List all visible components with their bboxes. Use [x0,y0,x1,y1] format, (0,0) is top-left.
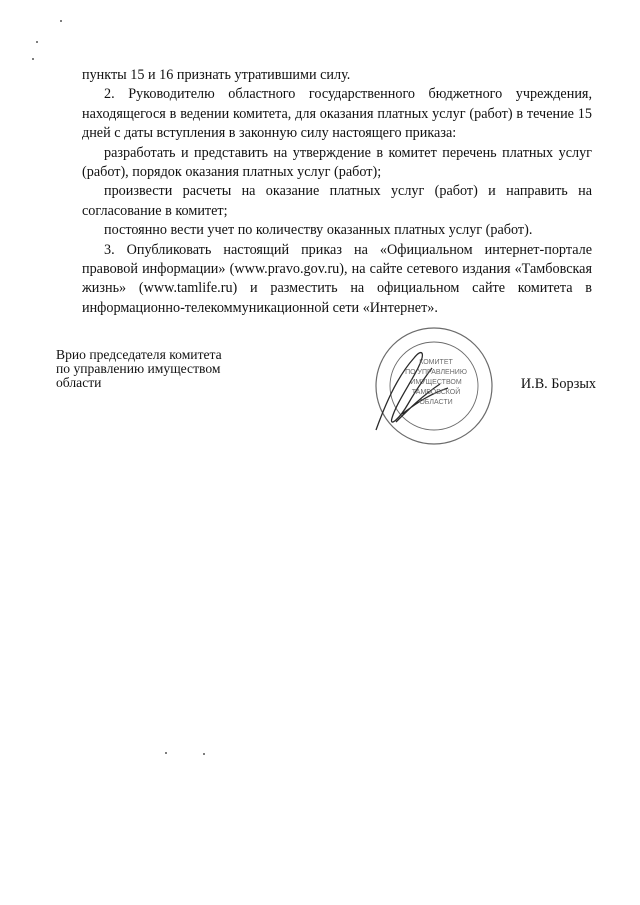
scan-speck [36,41,38,43]
signatory-name: И.В. Борзых [520,376,596,392]
official-seal [356,318,506,448]
paragraph-subitem-develop-list: разработать и представить на утверждение в комитет перечень платных услуг (работ), порядок оказания платных услуг (работ); [82,144,592,181]
scan-speck [60,20,62,22]
signature-block [56,348,596,458]
seal-outer-ring [376,328,492,444]
paragraph-subitem-accounting: постоянно вести учет по количеству оказанных платных услуг (работ). [104,222,533,239]
seal-center-text: ПО УПРАВЛЕНИЮ [405,369,467,376]
paragraph-continuation: пункты 15 и 16 признать утратившими силу. [82,67,351,83]
signatory-position-line: по управлению имуществом [56,361,221,376]
seal-center-text: ИМУЩЕСТВОМ [410,379,462,386]
signatory-position-line: области [56,375,102,390]
paragraph-item-2: 2. Руководителю областного государственного бюджетного учреждения, находящегося в ведении комитета, для оказания платных услуг (работ) в течение 15 дней с даты вступления в законную силу настоящего приказа: [82,86,592,142]
scan-speck [203,753,205,755]
seal-center-text: ТАМБОВСКОЙ [411,389,461,396]
scan-speck [165,752,167,754]
signatory-position-line: Врио председателя комитета [56,347,222,362]
seal-center-text: КОМИТЕТ [419,359,453,366]
scan-speck [32,58,34,60]
body-text [82,66,592,318]
seal-inner-ring [390,342,478,430]
signatory-position [56,348,276,390]
seal-center-text: ОБЛАСТИ [419,399,453,406]
paragraph-subitem-calculations: произвести расчеты на оказание платных услуг (работ) и направить на согласование в комитет; [82,183,592,219]
paragraph-item-3: 3. Опубликовать настоящий приказ на «Официальном интернет-портале правовой информации» (www.pravo.gov.ru), на сайте сетевого издания «Тамбовская жизнь» (www.tamlife.ru) и разместить на официальном сайте комитета в информационно-телекоммуникационной сети «Интернет». [82,241,592,316]
